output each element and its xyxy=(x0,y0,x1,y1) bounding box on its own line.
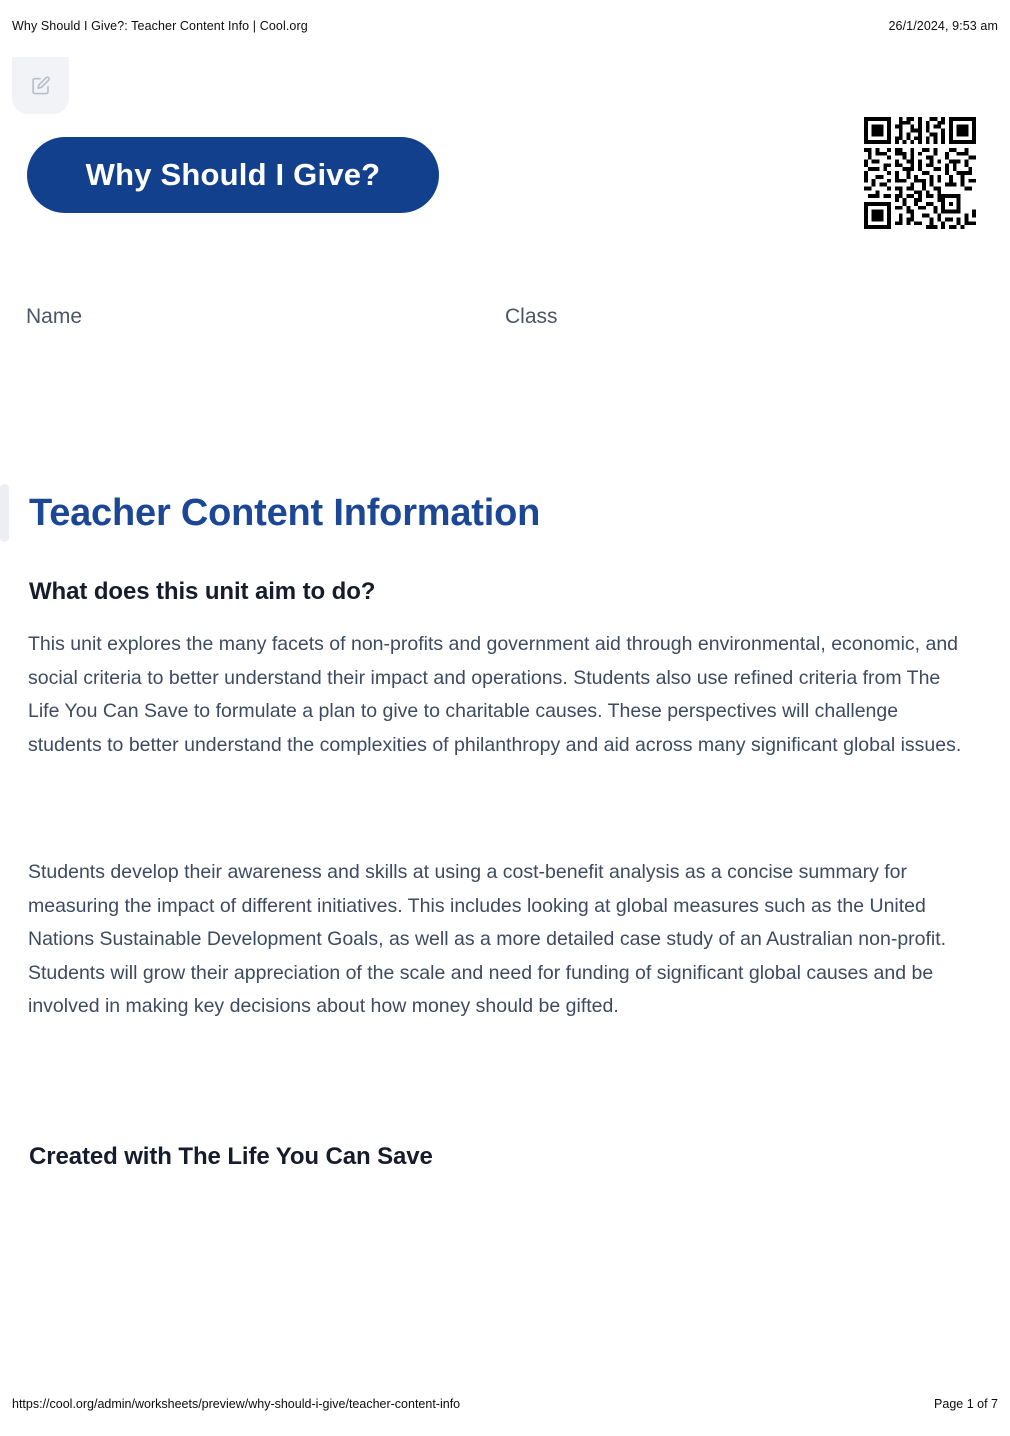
print-header-timestamp: 26/1/2024, 9:53 am xyxy=(888,19,998,33)
qr-code xyxy=(864,117,976,229)
student-fields-row xyxy=(26,305,966,339)
worksheet-title-pill xyxy=(27,137,439,213)
print-header xyxy=(0,16,1010,36)
subsection-paragraph-2: Students develop their awareness and skills at using a cost-benefit analysis as a concise summary for measuring the impact of different initiatives. This includes looking at global measures such as the United Nations Sustainable Development Goals, as well as a more detailed case study of an Australian non-profit. Students will grow their appreciation of the scale and need for funding of significant global causes and be involved in making key decisions about how money should be gifted. xyxy=(28,861,947,1017)
edit-worksheet-button[interactable] xyxy=(12,57,69,114)
heading-accent-bar xyxy=(0,484,9,542)
page-title-text: Teacher Content Information xyxy=(29,491,541,534)
print-footer-page-indicator: Page 1 of 7 xyxy=(934,1397,998,1411)
class-field-label: Class xyxy=(505,305,558,328)
subsection-paragraph-1: This unit explores the many facets of non-profits and government aid through environmental, economic, and social criteria to better understand their impact and operations. Students also use refined criteria from The Life You Can Save to formulate a plan to give to charitable causes. These perspectives will challenge students to better understand the complexities of philanthropy and aid across many significant global issues. xyxy=(28,633,962,756)
name-field-label: Name xyxy=(26,305,83,328)
edit-pencil-square-icon xyxy=(30,75,52,97)
print-footer-url: https://cool.org/admin/worksheets/preview/why-should-i-give/teacher-content-info xyxy=(12,1397,461,1411)
subsection-heading-created-with: Created with The Life You Can Save xyxy=(29,1143,433,1170)
page-title xyxy=(0,484,980,542)
worksheet-title-text: Why Should I Give? xyxy=(85,157,381,192)
print-header-document-title: Why Should I Give?: Teacher Content Info | Cool.org xyxy=(12,19,308,33)
print-footer xyxy=(0,1394,1010,1414)
subsection-heading-unit-aim: What does this unit aim to do? xyxy=(29,578,376,605)
